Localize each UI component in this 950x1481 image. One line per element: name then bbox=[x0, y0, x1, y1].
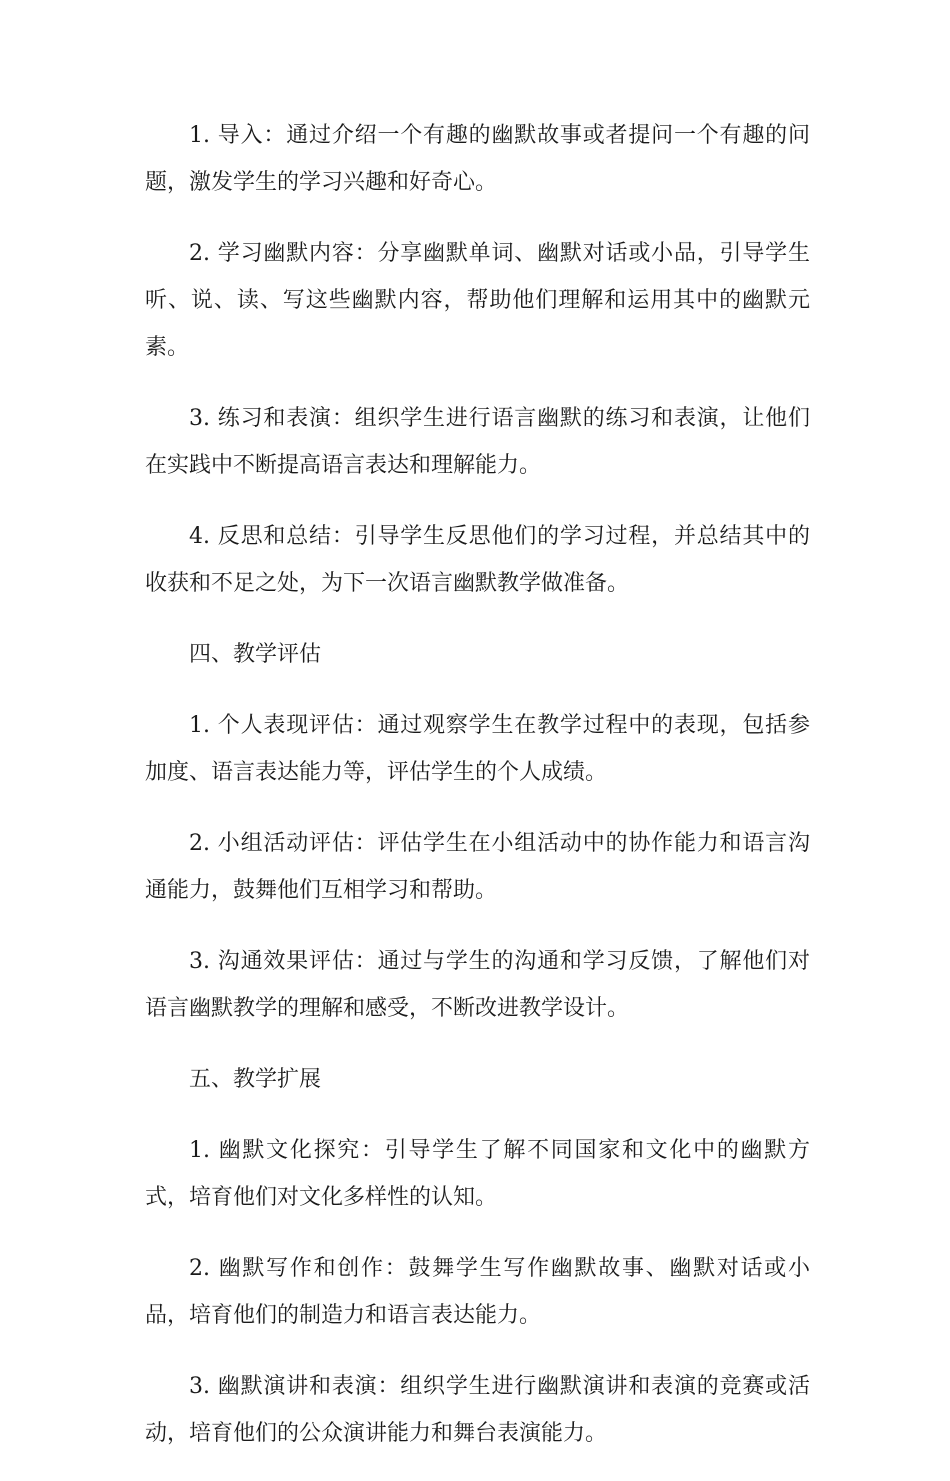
teaching-step-practice: 3. 练习和表演：组织学生进行语言幽默的练习和表演，让他们在实践中不断提高语言表达和理解能力。 bbox=[145, 406, 810, 478]
teaching-step-intro: 1. 导入：通过介绍一个有趣的幽默故事或者提问一个有趣的问题，激发学生的学习兴趣和好奇心。 bbox=[145, 123, 810, 195]
section-heading-extension: 五、教学扩展 bbox=[189, 1067, 322, 1092]
extension-speech: 3. 幽默演讲和表演：组织学生进行幽默演讲和表演的竞赛或活动，培育他们的公众演讲能力和舞台表演能力。 bbox=[145, 1374, 810, 1446]
assessment-group: 2. 小组活动评估：评估学生在小组活动中的协作能力和语言沟通能力，鼓舞他们互相学习和帮助。 bbox=[145, 831, 810, 903]
assessment-individual: 1. 个人表现评估：通过观察学生在教学过程中的表现，包括参加度、语言表达能力等，评估学生的个人成绩。 bbox=[145, 713, 810, 785]
document-body bbox=[145, 112, 810, 1481]
teaching-step-reflect: 4. 反思和总结：引导学生反思他们的学习过程，并总结其中的收获和不足之处，为下一次语言幽默教学做准备。 bbox=[145, 524, 810, 596]
extension-culture: 1. 幽默文化探究：引导学生了解不同国家和文化中的幽默方式，培育他们对文化多样性的认知。 bbox=[145, 1138, 810, 1210]
section-heading-assessment: 四、教学评估 bbox=[189, 642, 322, 667]
teaching-step-learn-humor: 2. 学习幽默内容：分享幽默单词、幽默对话或小品，引导学生听、说、读、写这些幽默内容，帮助他们理解和运用其中的幽默元素。 bbox=[145, 241, 810, 360]
assessment-communication: 3. 沟通效果评估：通过与学生的沟通和学习反馈，了解他们对语言幽默教学的理解和感受，不断改进教学设计。 bbox=[145, 949, 810, 1021]
extension-writing: 2. 幽默写作和创作：鼓舞学生写作幽默故事、幽默对话或小品，培育他们的制造力和语言表达能力。 bbox=[145, 1256, 810, 1328]
